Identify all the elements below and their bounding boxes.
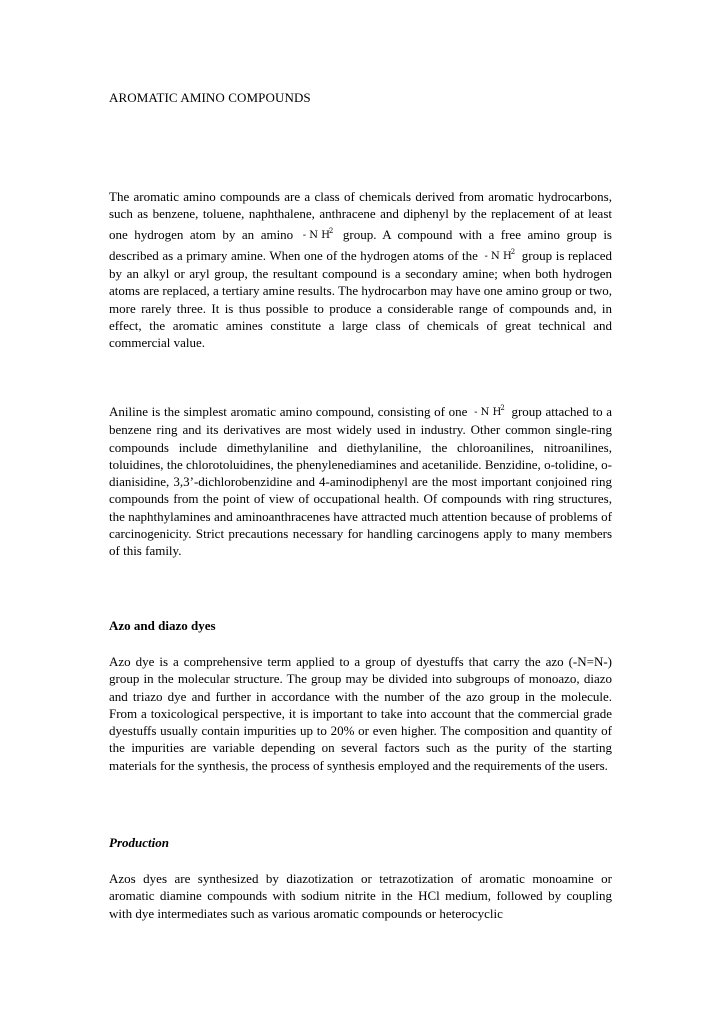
paragraph-text: group attached to a benzene ring and its derivatives are most widely used in industry. Other common single-ring compounds include dimethylaniline and diethylaniline, the chloroanilines, nitroanilines, toluidines, the chlorotoluidines, the phenylenediamines and acetanilide. Benzidine, o-tolidine, o-dianisidine, 3,3’-dichlorobenzidine and 4-aminodiphenyl are the most important conjoined ring compounds from the point of view of occupational health. Of compounds with ring structures, the naphthylamines and aminoanthracenes have attracted much attention because of problems of carcinogenicity. Strict precautions necessary for handling carcinogens apply to many members of this family. — [109, 404, 613, 559]
section-heading-production: Production — [109, 835, 169, 850]
paragraph-text: group is replaced by an alkyl or aryl group, the resultant compound is a secondary amine; when both hydrogen atoms are replaced, a tertiary amine results. The hydrocarbon may have one amino group or two, more rarely three. It is thus possible to produce a considerable range of compounds and, in effect, the aromatic amines constitute a large class of chemicals of great technical and commercial value. — [109, 247, 613, 351]
section-heading-azo-dyes: Azo and diazo dyes — [109, 618, 216, 633]
paragraph-text: group. A compound with a free amino group is described as a primary amine. When one of the hydrogen atoms of the — [109, 226, 612, 263]
amino-group-formula: - N $H^2$ — [474, 404, 505, 418]
paragraph-aniline — [109, 400, 612, 560]
amino-group-formula: - N $H^2$ — [484, 247, 516, 262]
paragraph-text: The aromatic amino compounds are a class of chemicals derived from aromatic hydrocarbons, such as benzene, toluene, naphthalene, anthracene and diphenyl by the replacement of at least one hydrogen atom by an amino — [109, 189, 612, 242]
paragraph-introduction — [109, 188, 612, 352]
amino-group-formula: - N $H^2$ — [302, 226, 334, 241]
document-title: AROMATIC AMINO COMPOUNDS — [109, 90, 311, 105]
paragraph-production: Azos dyes are synthesized by diazotization or tetrazotization of aromatic monoamine or aromatic diamine compounds with sodium nitrite in the HCl medium, followed by coupling with dye intermediates such as various aromatic compounds or heterocyclic — [109, 871, 612, 921]
paragraph-azo-dyes: Azo dye is a comprehensive term applied to a group of dyestuffs that carry the azo (-N=N-) group in the molecular structure. The group may be divided into subgroups of monoazo, diazo and triazo dye and further in accordance with the number of the azo group in the molecule. From a toxicological perspective, it is important to take into account that the commercial grade dyestuffs usually contain impurities up to 20% or even higher. The composition and quantity of the impurities are variable depending on several factors such as the purity of the starting materials for the synthesis, the process of synthesis employed and the requirements of the users. — [109, 654, 612, 773]
paragraph-text: Aniline is the simplest aromatic amino compound, consisting of one — [109, 404, 468, 419]
